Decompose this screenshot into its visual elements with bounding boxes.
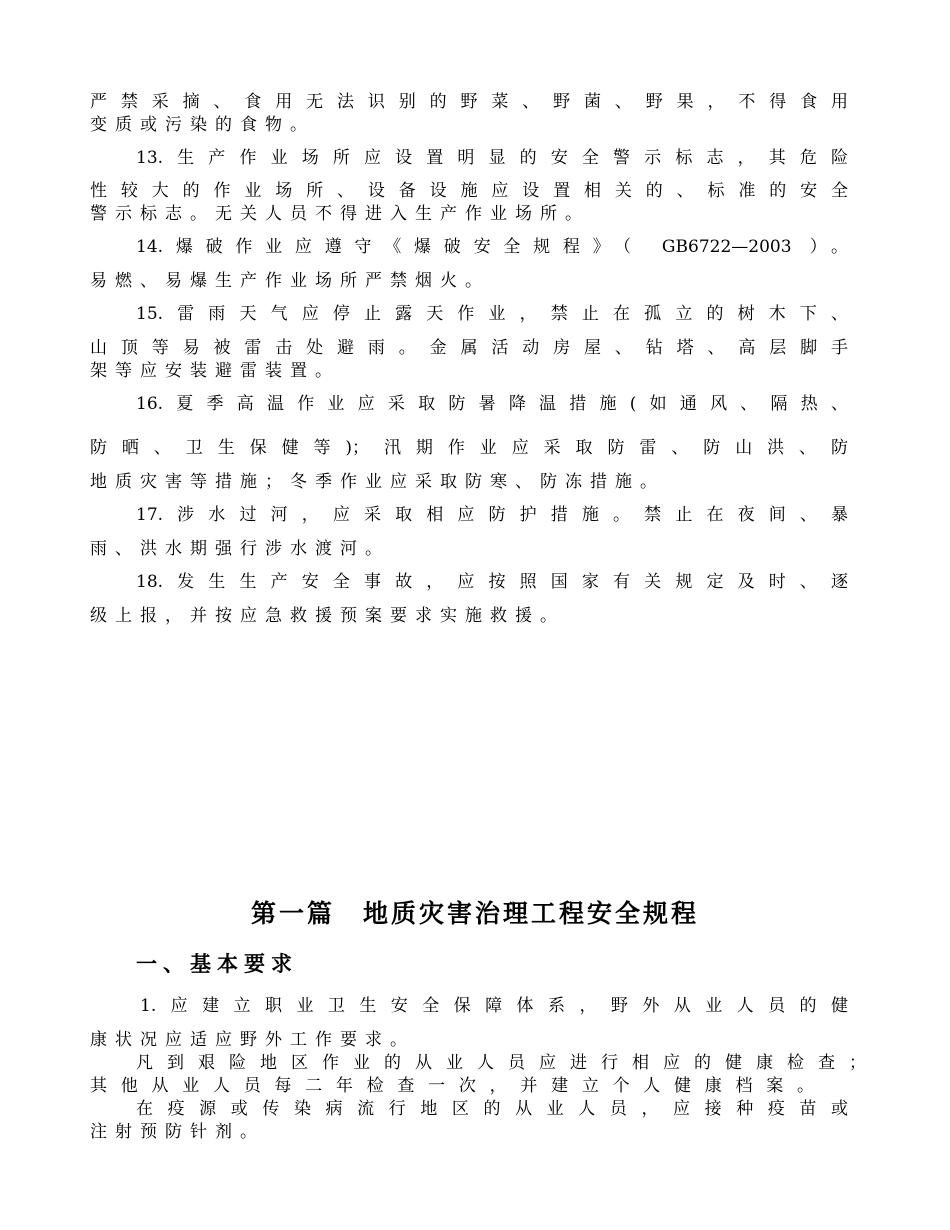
paragraph-line: 架等应安装避雷装置。 (90, 361, 340, 381)
paragraph-line: 14.爆破作业应遵守《爆破安全规程》（ GB6722—2003 ）。 (136, 237, 848, 257)
paragraph-line: 防晒、卫生保健等)；汛期作业应采取防雷、防山洪、防 (90, 438, 848, 458)
chapter-title: 第一篇 地质灾害治理工程安全规程 (250, 899, 699, 928)
paragraph-line: 凡到艰险地区作业的从业人员应进行相应的健康检查； (136, 1053, 866, 1073)
paragraph-line: 17.涉水过河，应采取相应防护措施。禁止在夜间、暴 (136, 505, 848, 525)
paragraph-line: 1.应建立职业卫生安全保障体系，野外从业人员的健 (140, 996, 848, 1016)
paragraph-line: 山顶等易被雷击处避雨。金属活动房屋、钻塔、高层脚手 (90, 338, 848, 358)
paragraph-line: 地质灾害等措施；冬季作业应采取防寒、防冻措施。 (90, 472, 665, 492)
paragraph-line: 雨、洪水期强行涉水渡河。 (90, 539, 390, 559)
paragraph-line: 18.发生生产安全事故，应按照国家有关规定及时、逐 (136, 572, 848, 592)
paragraph-line: 在疫源或传染病流行地区的从业人员，应接种疫苗或 (136, 1099, 848, 1119)
paragraph-line: 13.生产作业场所应设置明显的安全警示标志，其危险 (136, 148, 848, 168)
paragraph-line: 严禁采摘、食用无法识别的野菜、野菌、野果，不得食用 (90, 92, 848, 112)
paragraph-line: 性较大的作业场所、设备设施应设置相关的、标准的安全 (90, 181, 848, 201)
paragraph-line: 其他从业人员每二年检查一次，并建立个人健康档案。 (90, 1076, 814, 1096)
paragraph-line: 15.雷雨天气应停止露天作业，禁止在孤立的树木下、 (136, 304, 848, 324)
paragraph-line: 级上报，并按应急救援预案要求实施救援。 (90, 606, 565, 626)
paragraph-line: 易燃、易爆生产作业场所严禁烟火。 (90, 271, 490, 291)
paragraph-line: 康状况应适应野外工作要求。 (90, 1030, 415, 1050)
paragraph-line: 变质或污染的食物。 (90, 115, 315, 135)
paragraph-line: 16.夏季高温作业应采取防暑降温措施(如通风、隔热、 (136, 394, 848, 414)
section-heading: 一、基本要求 (136, 951, 298, 976)
paragraph-line: 注射预防针剂。 (90, 1122, 265, 1142)
paragraph-line: 警示标志。无关人员不得进入生产作业场所。 (90, 204, 590, 224)
